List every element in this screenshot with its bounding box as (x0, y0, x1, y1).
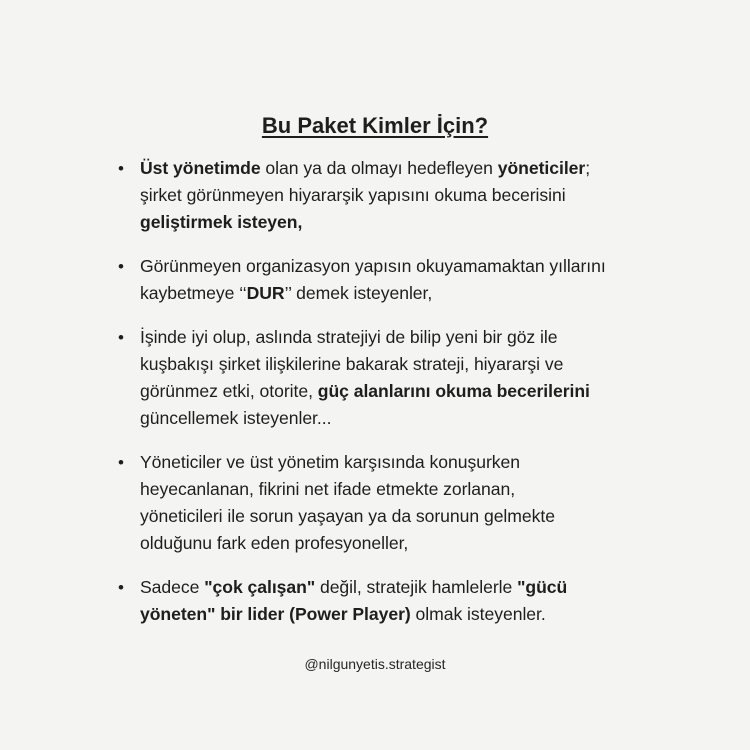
body-text: güncellemek isteyenler... (140, 408, 332, 428)
body-text: olduğunu fark eden profesyoneller, (140, 533, 409, 553)
list-item-line (140, 503, 680, 530)
body-text: İşinde iyi olup, aslında stratejiyi de bilip yeni bir göz ile (140, 327, 558, 347)
emphasis-text: geliştirmek isteyen, (140, 212, 303, 232)
body-text: değil, stratejik hamlelerle (315, 577, 518, 597)
body-text: Yöneticiler ve üst yönetim karşısında konuşurken (140, 452, 520, 472)
emphasis-text: yöneten" bir lider (Power Player) (140, 604, 411, 624)
emphasis-text: DUR (246, 283, 285, 303)
body-text: olmak isteyenler. (410, 604, 546, 624)
emphasis-text: güç alanlarını okuma becerilerini (317, 381, 590, 401)
body-text: yöneticileri ile sorun yaşayan ya da sorunun gelmekte (140, 506, 555, 526)
audience-list (118, 155, 680, 645)
list-item (118, 253, 680, 307)
emphasis-text: yöneticiler (497, 158, 586, 178)
list-item (118, 324, 680, 432)
body-text: Sadece (140, 577, 205, 597)
emphasis-text: Üst yönetimde (140, 158, 261, 178)
body-text: şirket görünmeyen hiyararşik yapısını okuma becerisini (140, 185, 566, 205)
list-item-line (140, 601, 680, 628)
list-item-line (140, 209, 680, 236)
list-item-line (140, 182, 680, 209)
bullet-icon: • (118, 578, 124, 597)
emphasis-text: "gücü (517, 577, 568, 597)
author-handle: @nilgunyetis.strategist (304, 656, 446, 672)
emphasis-text: "çok çalışan" (204, 577, 316, 597)
body-text: olan ya da olmayı hedefleyen (260, 158, 498, 178)
list-item (118, 155, 680, 236)
body-text: ; (585, 158, 591, 178)
bullet-icon: • (118, 159, 124, 178)
list-item-line (140, 405, 680, 432)
body-text: heyecanlanan, fikrini net ifade etmekte zorlanan, (140, 479, 516, 499)
list-item-line (140, 155, 680, 182)
list-item-line (140, 449, 680, 476)
body-text: kuşbakışı şirket ilişkilerine bakarak strateji, hiyararşi ve (140, 354, 564, 374)
list-item (118, 574, 680, 628)
list-item-line (140, 530, 680, 557)
list-item-line (140, 574, 680, 601)
list-item-line (140, 351, 680, 378)
body-text: görünmez etki, otorite, (140, 381, 318, 401)
bullet-icon: • (118, 453, 124, 472)
list-item-line (140, 378, 680, 405)
list-item (118, 449, 680, 557)
list-item-line (140, 324, 680, 351)
list-item-line (140, 253, 680, 280)
body-text: ’’ demek isteyenler, (284, 283, 433, 303)
body-text: kaybetmeye ‘‘ (140, 283, 247, 303)
bullet-icon: • (118, 328, 124, 347)
list-item-line (140, 280, 680, 307)
body-text: Görünmeyen organizasyon yapısın okuyamamaktan yıllarını (140, 256, 606, 276)
list-item-line (140, 476, 680, 503)
page-title: Bu Paket Kimler İçin? (261, 113, 489, 138)
bullet-icon: • (118, 257, 124, 276)
